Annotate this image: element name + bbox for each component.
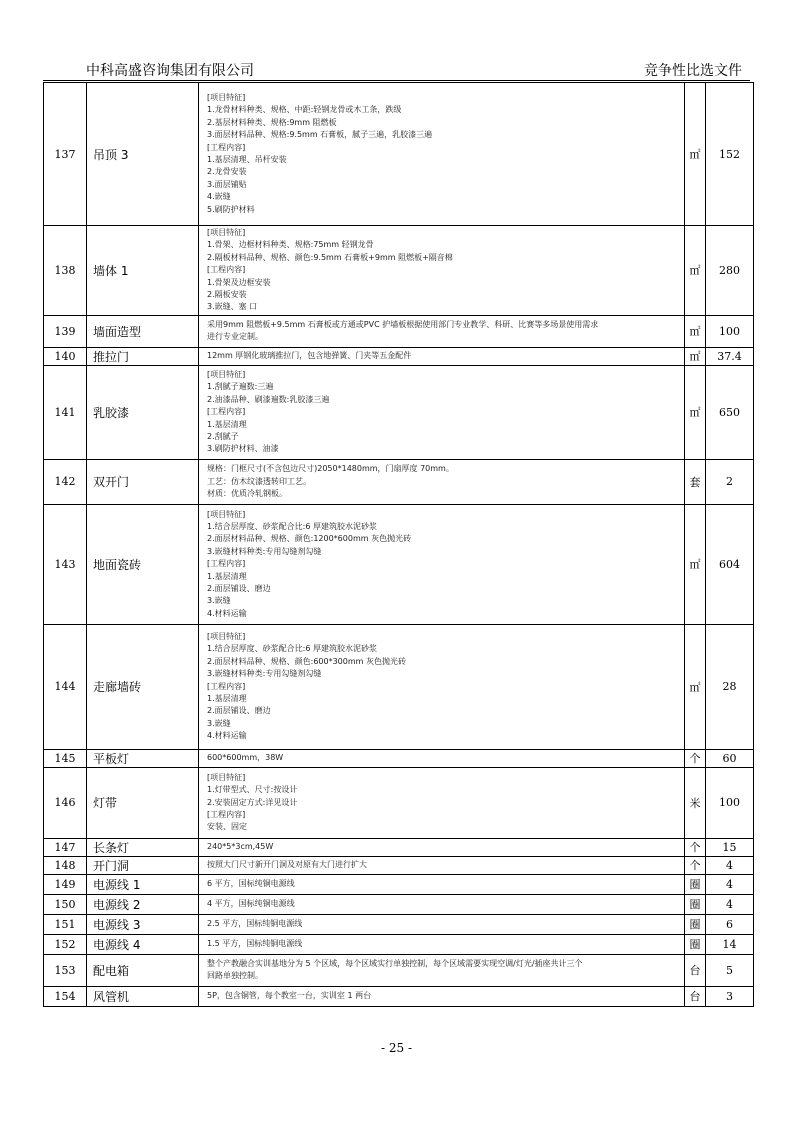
item-quantity: 28 xyxy=(706,624,754,749)
item-quantity: 650 xyxy=(706,365,754,459)
item-name: 吊顶 3 xyxy=(87,83,199,226)
item-number: 152 xyxy=(44,934,87,954)
item-description xyxy=(199,504,685,624)
item-number: 151 xyxy=(44,914,87,934)
company-name: 中科高盛咨询集团有限公司 xyxy=(86,63,254,79)
description-line: 规格：门框尺寸(不含包边尺寸)2050*1480mm，门扇厚度 70mm。 xyxy=(207,464,454,474)
description-line: 1.5 平方，国标纯铜电源线 xyxy=(207,939,303,949)
item-number: 140 xyxy=(44,347,87,365)
table-row xyxy=(44,874,754,894)
item-unit: ㎡ xyxy=(685,504,706,624)
description-line: 2.油漆品种、刷漆遍数:乳胶漆三遍 xyxy=(207,394,330,404)
page-header xyxy=(43,60,750,80)
table-row xyxy=(44,954,754,986)
item-description xyxy=(199,749,685,767)
description-line: 3.面层材料品种、规格:9.5mm 石膏板，腻子三遍，乳胶漆三遍 xyxy=(207,130,433,140)
item-description xyxy=(199,315,685,347)
description-line: 2.安装固定方式:详见设计 xyxy=(207,797,298,807)
description-line: 3.嵌缝材料种类:专用勾缝剂勾缝 xyxy=(207,546,322,556)
table-row xyxy=(44,894,754,914)
description-line: 1.基层清理、吊杆安装 xyxy=(207,155,287,164)
description-line: 3.嵌缝 xyxy=(207,718,231,728)
description-line: [工程内容] xyxy=(207,681,246,691)
description-line: [项目特征] xyxy=(207,632,246,642)
item-quantity: 60 xyxy=(706,749,754,767)
table-row xyxy=(44,856,754,874)
description-line: 安装、固定 xyxy=(207,822,247,832)
item-number: 145 xyxy=(44,749,87,767)
description-line: 1.基层清理 xyxy=(207,571,247,581)
item-description xyxy=(199,856,685,874)
description-line: 整个产教融合实训基地分为 5 个区域，每个区域实行单独控制，每个区域需要实现空调/灯光/插座共计三个 xyxy=(207,958,583,968)
item-name: 开门洞 xyxy=(87,856,199,874)
description-line: [工程内容] xyxy=(207,142,246,152)
table-row xyxy=(44,749,754,767)
description-line: 3.嵌缝、塞 口 xyxy=(207,302,258,312)
item-name: 电源线 2 xyxy=(87,894,199,914)
item-description xyxy=(199,838,685,856)
table-row xyxy=(44,934,754,954)
item-description xyxy=(199,986,685,1006)
item-number: 141 xyxy=(44,365,87,459)
item-description xyxy=(199,934,685,954)
item-name: 平板灯 xyxy=(87,749,199,767)
description-line: [工程内容] xyxy=(207,810,246,820)
item-quantity: 14 xyxy=(706,934,754,954)
item-unit: 个 xyxy=(685,749,706,767)
item-name: 墙面造型 xyxy=(87,315,199,347)
description-line: 5.刷防护材料 xyxy=(207,204,255,214)
description-line: 3.嵌缝 xyxy=(207,596,231,606)
item-quantity: 604 xyxy=(706,504,754,624)
description-line: 4.嵌缝 xyxy=(207,192,231,202)
description-line: 4.材料运输 xyxy=(207,731,247,741)
description-line: 2.5 平方，国标纯铜电源线 xyxy=(207,919,303,929)
item-name: 配电箱 xyxy=(87,954,199,986)
description-line: [项目特征] xyxy=(207,772,246,782)
description-line: 回路单独控制。 xyxy=(207,971,263,981)
description-line: 2.面层材料品种、规格、颜色:600*300mm 灰色抛光砖 xyxy=(207,656,406,666)
item-name: 电源线 4 xyxy=(87,934,199,954)
item-name: 推拉门 xyxy=(87,347,199,365)
item-number: 139 xyxy=(44,315,87,347)
description-line: [工程内容] xyxy=(207,407,246,417)
table-row xyxy=(44,838,754,856)
description-line: 4 平方，国标纯铜电源线 xyxy=(207,899,295,909)
item-quantity: 4 xyxy=(706,874,754,894)
item-unit: ㎡ xyxy=(685,365,706,459)
item-unit: ㎡ xyxy=(685,226,706,316)
item-number: 144 xyxy=(44,624,87,749)
item-number: 149 xyxy=(44,874,87,894)
description-line: 1.结合层厚度、砂浆配合比:6 厚建筑胶水泥砂浆 xyxy=(207,521,377,531)
description-line: 1.结合层厚度、砂浆配合比:6 厚建筑胶水泥砂浆 xyxy=(207,644,377,654)
table-row xyxy=(44,504,754,624)
item-unit: 圈 xyxy=(685,874,706,894)
item-name: 地面瓷砖 xyxy=(87,504,199,624)
description-line: 3.面层铺贴 xyxy=(207,179,247,189)
item-unit: ㎡ xyxy=(685,83,706,226)
item-unit: 套 xyxy=(685,459,706,504)
item-unit: 台 xyxy=(685,954,706,986)
item-number: 153 xyxy=(44,954,87,986)
item-description xyxy=(199,894,685,914)
description-line: 600*600mm，38W xyxy=(207,753,284,763)
item-name: 电源线 1 xyxy=(87,874,199,894)
item-name: 墙体 1 xyxy=(87,226,199,316)
item-description xyxy=(199,954,685,986)
table-row xyxy=(44,315,754,347)
item-quantity: 4 xyxy=(706,856,754,874)
table-row xyxy=(44,365,754,459)
item-number: 137 xyxy=(44,83,87,226)
item-number: 138 xyxy=(44,226,87,316)
description-line: 进行专业定制。 xyxy=(207,332,263,342)
item-description xyxy=(199,624,685,749)
description-line: 1.刮腻子遍数:三遍 xyxy=(207,382,274,392)
header-divider xyxy=(43,80,750,81)
item-quantity: 100 xyxy=(706,767,754,838)
item-quantity: 280 xyxy=(706,226,754,316)
description-line: 3.嵌缝材料种类:专用勾缝剂勾缝 xyxy=(207,669,322,679)
item-quantity: 6 xyxy=(706,914,754,934)
item-number: 150 xyxy=(44,894,87,914)
description-line: 2.面层铺设、磨边 xyxy=(207,583,271,593)
item-name: 长条灯 xyxy=(87,838,199,856)
item-description xyxy=(199,83,685,226)
item-name: 电源线 3 xyxy=(87,914,199,934)
item-number: 148 xyxy=(44,856,87,874)
item-unit: ㎡ xyxy=(685,347,706,365)
item-unit: 个 xyxy=(685,856,706,874)
document-type: 竞争性比选文件 xyxy=(644,63,742,79)
item-unit: 台 xyxy=(685,986,706,1006)
description-line: 1.骨架、边框材料种类、规格:75mm 轻钢龙骨 xyxy=(207,240,374,250)
item-description xyxy=(199,874,685,894)
table-row xyxy=(44,83,754,226)
table-row xyxy=(44,226,754,316)
item-name: 双开门 xyxy=(87,459,199,504)
description-line: 2.隔板安装 xyxy=(207,290,247,300)
description-line: 2.面层铺设、磨边 xyxy=(207,706,271,716)
item-name: 乳胶漆 xyxy=(87,365,199,459)
item-unit: 圈 xyxy=(685,914,706,934)
table-row xyxy=(44,914,754,934)
item-unit: 圈 xyxy=(685,894,706,914)
item-unit: 圈 xyxy=(685,934,706,954)
description-line: [项目特征] xyxy=(207,369,246,379)
description-line: 采用9mm 阻燃板+9.5mm 石膏板或方通或PVC 护墙板根据使用部门专业教学、科研、比赛等多场景使用需求 xyxy=(207,319,599,329)
item-number: 143 xyxy=(44,504,87,624)
description-line: 240*5*3cm,45W xyxy=(207,842,274,852)
description-line: 12mm 厚钢化玻璃推拉门，包含地弹簧、门夹等五金配件 xyxy=(207,351,412,361)
description-line: [项目特征] xyxy=(207,228,246,237)
table-row xyxy=(44,986,754,1006)
table-row xyxy=(44,767,754,838)
description-line: 5P，包含铜管，每个教室一台，实训室 1 两台 xyxy=(207,991,372,1001)
table-row xyxy=(44,459,754,504)
item-quantity: 15 xyxy=(706,838,754,856)
description-line: [项目特征] xyxy=(207,509,246,519)
item-number: 146 xyxy=(44,767,87,838)
item-unit: 个 xyxy=(685,838,706,856)
item-unit: ㎡ xyxy=(685,624,706,749)
item-description xyxy=(199,365,685,459)
item-number: 147 xyxy=(44,838,87,856)
item-quantity: 4 xyxy=(706,894,754,914)
description-line: 2.刮腻子 xyxy=(207,431,239,441)
item-quantity: 2 xyxy=(706,459,754,504)
page-number: - 25 - xyxy=(380,1041,412,1055)
description-line: 1.基层清理 xyxy=(207,419,247,429)
description-line: 1.龙骨材料种类、规格、中距:轻钢龙骨或木工条，跌级 xyxy=(207,105,402,115)
description-line: 2.隔板材料品种、规格、颜色:9.5mm 石膏板+9mm 阻燃板+隔音棉 xyxy=(207,252,453,262)
description-line: 工艺：仿木纹漆透转印工艺。 xyxy=(207,476,311,486)
item-number: 154 xyxy=(44,986,87,1006)
description-line: 按照大门尺寸新开门洞及对原有大门进行扩大 xyxy=(207,860,367,870)
table-row xyxy=(44,347,754,365)
description-line: [工程内容] xyxy=(207,265,246,275)
description-line: 4.材料运输 xyxy=(207,608,247,618)
item-quantity: 100 xyxy=(706,315,754,347)
description-line: [项目特征] xyxy=(207,92,246,102)
description-line: 2.面层材料品种、规格、颜色:1200*600mm 灰色抛光砖 xyxy=(207,534,412,544)
item-number: 142 xyxy=(44,459,87,504)
description-line: 材质：优质冷轧钢板。 xyxy=(207,489,287,499)
description-line: 1.骨架及边框安装 xyxy=(207,277,271,287)
table-row xyxy=(44,624,754,749)
item-description xyxy=(199,226,685,316)
description-line: 6 平方，国标纯铜电源线 xyxy=(207,879,295,889)
item-description xyxy=(199,767,685,838)
item-name: 走廊墙砖 xyxy=(87,624,199,749)
item-unit: 米 xyxy=(685,767,706,838)
bill-of-quantities-table xyxy=(43,82,754,1007)
item-quantity: 37.4 xyxy=(706,347,754,365)
item-quantity: 3 xyxy=(706,986,754,1006)
item-description xyxy=(199,914,685,934)
description-line: 1.灯带型式、尺寸:按设计 xyxy=(207,785,298,795)
item-name: 灯带 xyxy=(87,767,199,838)
description-line: [工程内容] xyxy=(207,559,246,569)
item-quantity: 5 xyxy=(706,954,754,986)
description-line: 2.龙骨安装 xyxy=(207,167,247,177)
description-line: 2.基层材料种类、规格:9mm 阻燃板 xyxy=(207,117,337,127)
description-line: 3.刷防护材料、油漆 xyxy=(207,444,279,454)
description-line: 1.基层清理 xyxy=(207,694,247,704)
item-name: 风管机 xyxy=(87,986,199,1006)
item-description xyxy=(199,459,685,504)
item-unit: ㎡ xyxy=(685,315,706,347)
item-quantity: 152 xyxy=(706,83,754,226)
item-description xyxy=(199,347,685,365)
